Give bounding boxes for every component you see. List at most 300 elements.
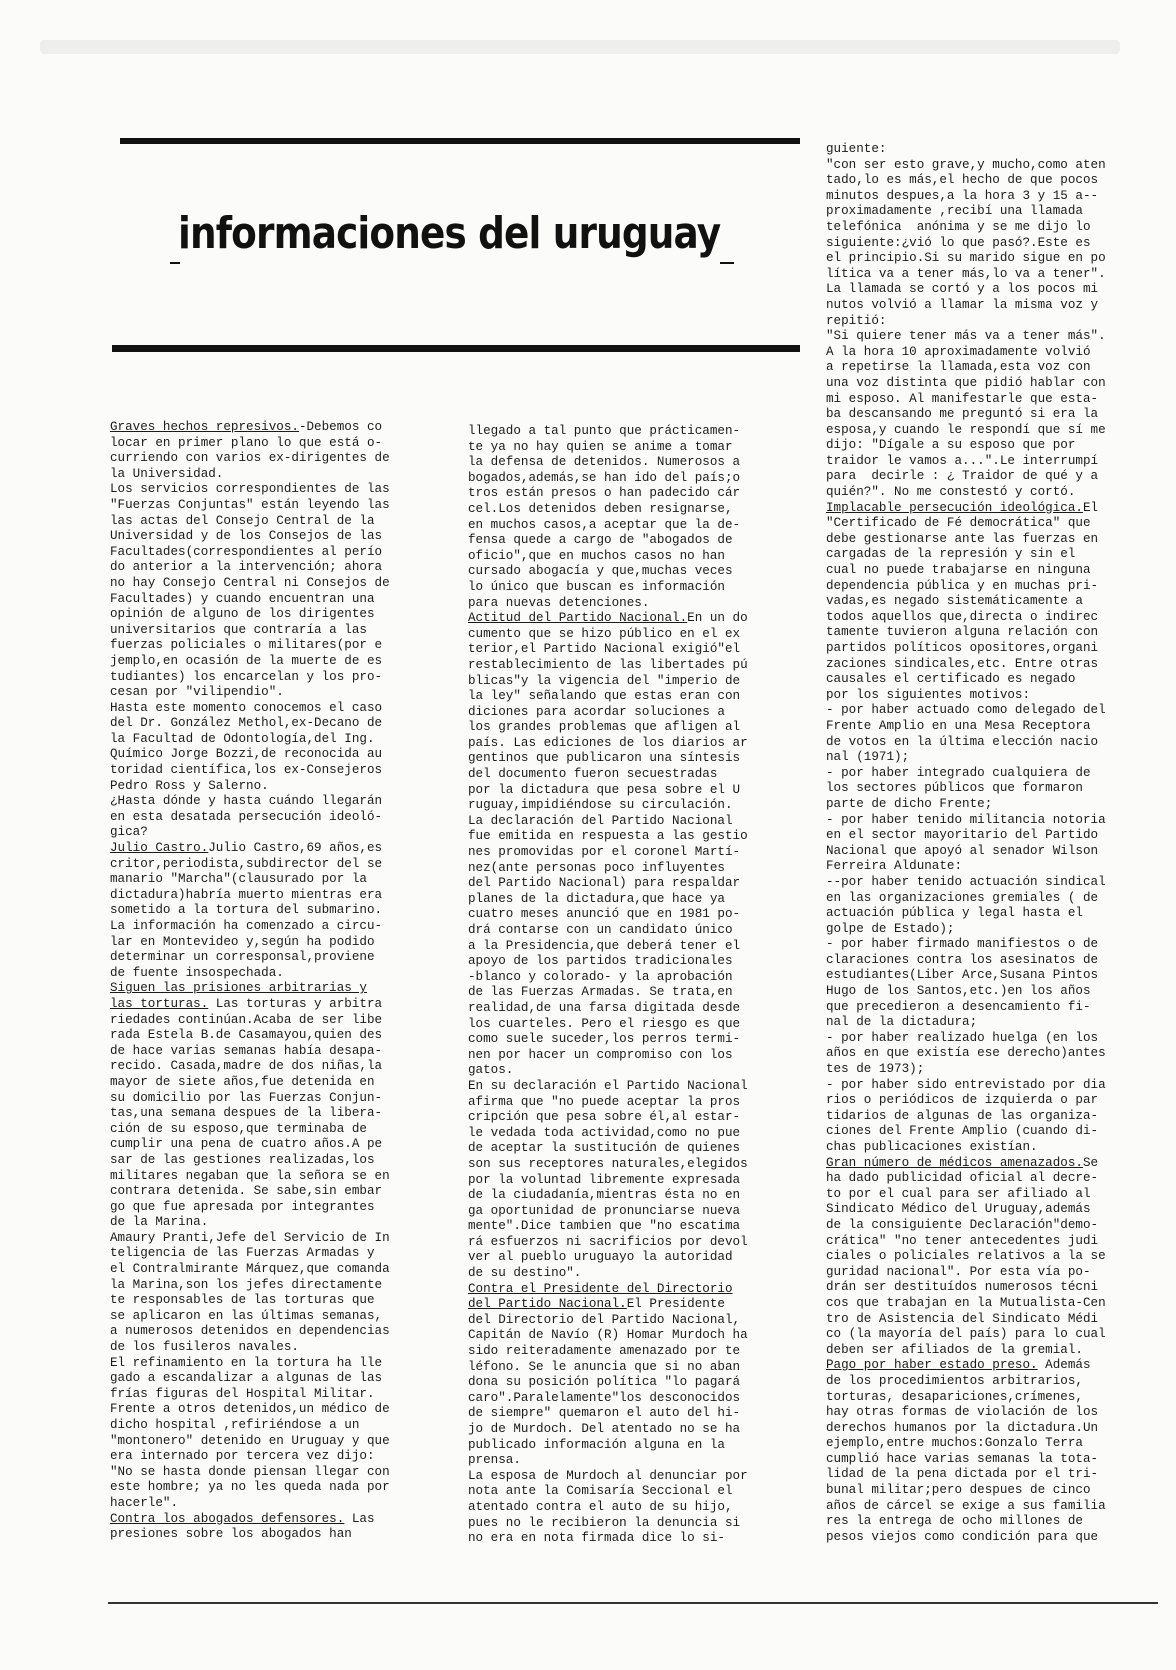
text-line [826, 1280, 1156, 1296]
body-text: La llamada se cortó y a los pocos mi [826, 282, 1099, 297]
body-text: militares negaban que la señora se en [110, 1168, 390, 1183]
body-text: tes de 1973); [826, 1062, 925, 1077]
text-line [826, 1124, 1156, 1140]
body-text: publicado información alguna en la [468, 1437, 725, 1452]
text-line [826, 766, 1156, 782]
text-line [110, 498, 440, 514]
text-line [468, 1297, 798, 1313]
body-text: Frente Amplio en una Mesa Receptora [826, 718, 1091, 733]
text-line [826, 813, 1156, 829]
body-text: ver al pueblo uruguayo la autoridad [468, 1250, 733, 1265]
body-text: dictadura)habría muerto mientras era [110, 887, 383, 902]
text-line [826, 547, 1156, 563]
body-text: Sindicato Médico del Uruguay,además [826, 1202, 1091, 1217]
text-line [826, 1343, 1156, 1359]
body-text: estudiantes(Liber Arce,Susana Pintos [826, 968, 1099, 983]
body-text: gado a escandalizar a algunas de las [110, 1371, 383, 1386]
top-border-rule [120, 138, 800, 144]
text-line [468, 1048, 798, 1064]
body-text: ciones del Frente Amplio (cuando di- [826, 1124, 1099, 1139]
body-text: curriendo con varios ex-dirigentes de [110, 451, 390, 466]
body-text: restablecimiento de las libertades pú [468, 657, 748, 672]
text-line [468, 814, 798, 830]
text-line [468, 424, 798, 440]
text-line [826, 875, 1156, 891]
body-text: El Presidente [626, 1297, 725, 1312]
text-line [468, 502, 798, 518]
body-text: repitió: [826, 313, 887, 328]
body-text: de las Fuerzas Armadas. Se trata,en [468, 985, 733, 1000]
text-line [110, 1278, 440, 1294]
text-line [110, 467, 440, 483]
body-text: determinar un corresponsal,proviene [110, 950, 375, 965]
text-line [468, 1204, 798, 1220]
body-text: "Si quiere tener más va a tener más". [826, 329, 1106, 344]
body-text: este hombre; ya no les queda nada por [110, 1480, 390, 1495]
text-line [110, 1527, 440, 1543]
body-text: la ley" señalando que estas eran con [468, 689, 741, 704]
body-text: planes de la dictadura,que hace ya [468, 891, 725, 906]
body-text: rada Estela B.de Casamayou,quien des [110, 1028, 383, 1043]
body-text: res la entrega de ocho millones de [826, 1514, 1083, 1529]
text-line [468, 440, 798, 456]
text-line [468, 829, 798, 845]
text-line [826, 797, 1156, 813]
text-line [826, 1140, 1156, 1156]
body-text: critor,periodista,subdirector del se [110, 856, 383, 871]
body-text: en muchos casos,a aceptar que la de- [468, 517, 741, 532]
body-text: go que fue apresada por integrantes [110, 1199, 375, 1214]
body-text: tudiantes) los encarcelan y los pro- [110, 669, 383, 684]
text-line [468, 471, 798, 487]
body-text: Químico Jorge Bozzi,de reconocida au [110, 747, 383, 762]
text-line [826, 1187, 1156, 1203]
text-line [468, 1250, 798, 1266]
body-text: tros están presos o han padecido cár [468, 486, 741, 501]
text-line [110, 981, 440, 997]
body-text: el Contralmirante Márquez,que comanda [110, 1262, 390, 1277]
text-line [468, 533, 798, 549]
body-text: lo único que buscan es información [468, 579, 725, 594]
text-line [468, 861, 798, 877]
body-text: ba descansando me preguntó si era la [826, 407, 1099, 422]
body-text: léfono. Se le anuncia que si no aban [468, 1359, 741, 1374]
body-text: rios o periódicos de izquierda o par [826, 1093, 1099, 1108]
body-text: sometido a la tortura del submarino. [110, 903, 383, 918]
column-1 [110, 420, 440, 1543]
body-text: son sus receptores naturales,elegidos [468, 1156, 748, 1171]
text-line [110, 1215, 440, 1231]
text-line [110, 1184, 440, 1200]
body-text: se aplicaron en las últimas semanas, [110, 1308, 383, 1323]
bottom-border-rule [108, 1602, 1158, 1604]
text-line [826, 1171, 1156, 1187]
text-line [110, 1387, 440, 1403]
text-line [110, 919, 440, 935]
text-line [110, 841, 440, 857]
body-text: Las [344, 1511, 375, 1526]
text-line [826, 1467, 1156, 1483]
text-line [110, 810, 440, 826]
body-text: drán ser destituídos numerosos técni [826, 1280, 1099, 1295]
text-line [468, 1266, 798, 1282]
body-text: todos aquellos que,directa o indirec [826, 609, 1099, 624]
text-line [110, 451, 440, 467]
text-line [826, 1530, 1156, 1546]
body-text: fensa quede a cargo de "abogados de [468, 533, 733, 548]
body-text: realidad,de una farsa digitada desde [468, 1000, 741, 1015]
text-line [468, 720, 798, 736]
body-text: a repetirse la llamada,esta voz con [826, 360, 1091, 375]
text-line [468, 939, 798, 955]
text-line [468, 642, 798, 658]
text-line [826, 641, 1156, 657]
body-text: ¿Hasta dónde y hasta cuándo llegarán [110, 794, 383, 809]
body-text: de fuente insospechada. [110, 965, 284, 980]
text-line [110, 1434, 440, 1450]
text-line [468, 1391, 798, 1407]
text-line [110, 1480, 440, 1496]
text-line [468, 1079, 798, 1095]
text-line [110, 514, 440, 530]
body-text: mi esposo. Al manifestarle que esta- [826, 391, 1099, 406]
text-line [468, 1157, 798, 1173]
body-text: ruguay,impidiéndose su circulación. [468, 798, 733, 813]
body-text: te ya no hay quien se anime a tomar [468, 439, 733, 454]
body-text: no hay Consejo Central ni Consejos de [110, 575, 390, 590]
body-text: en las organizaciones gremiales ( de [826, 890, 1099, 905]
text-line [110, 654, 440, 670]
text-line [468, 1063, 798, 1079]
body-text: no era en nota firmada dice lo si- [468, 1531, 725, 1546]
body-text: por la voluntad libremente expresada [468, 1172, 741, 1187]
body-text: "Fuerzas Conjuntas" están leyendo las [110, 497, 390, 512]
section-heading: Pago por haber estado preso. [826, 1358, 1038, 1373]
text-line [826, 1499, 1156, 1515]
body-text: atentado contra el auto de su hijo, [468, 1499, 733, 1514]
text-line [826, 1078, 1156, 1094]
body-text: cumplió hace varias semanas la tota- [826, 1451, 1099, 1466]
body-text: vadas,es negado sistemáticamente a [826, 594, 1083, 609]
body-text: recido. Casada,madre de dos niñas,la [110, 1059, 383, 1074]
body-text: riedades continúan.Acaba de ser libe [110, 1012, 383, 1027]
text-line [110, 794, 440, 810]
body-text: Los servicios correspondientes de las [110, 482, 390, 497]
body-text: actuación pública y legal hasta el [826, 906, 1083, 921]
body-text: do anterior a la intervención; ahora [110, 560, 383, 575]
text-line [468, 1173, 798, 1189]
section-heading: Graves hechos represivos. [110, 420, 299, 434]
body-text: mayor de siete años,fue detenida en [110, 1074, 375, 1089]
text-line [826, 1421, 1156, 1437]
body-text: nes promovidas por el coronel Martí- [468, 845, 741, 860]
body-text: siguiente:¿vió lo que pasó?.Este es [826, 235, 1091, 250]
body-text: la Universidad. [110, 466, 224, 481]
text-line [468, 1126, 798, 1142]
text-line [468, 1360, 798, 1376]
section-heading: Contra los abogados defensores. [110, 1511, 345, 1526]
body-text: opinión de alguno de los dirigentes [110, 607, 375, 622]
text-line [826, 1358, 1156, 1374]
body-text: proximadamente ,recibí una llamada [826, 204, 1083, 219]
body-text: que precedieron a desencamiento fi- [826, 999, 1091, 1014]
text-line [826, 1218, 1156, 1234]
body-text: --por haber tenido actuación sindical [826, 874, 1106, 889]
text-line [826, 282, 1156, 298]
body-text: nota ante la Comisaría Seccional el [468, 1484, 733, 1499]
text-line [826, 532, 1156, 548]
text-line [468, 580, 798, 596]
body-text: de votos en la última elección nacio [826, 734, 1099, 749]
section-heading: Contra el Presidente del Directorio [468, 1281, 733, 1296]
text-line [826, 1374, 1156, 1390]
body-text: Además [1037, 1358, 1091, 1373]
text-line [468, 751, 798, 767]
text-line [110, 1137, 440, 1153]
text-line [826, 314, 1156, 330]
body-text: como suele suceder,los perros termi- [468, 1032, 741, 1047]
body-text: frías figuras del Hospital Militar. [110, 1386, 375, 1401]
text-line [826, 173, 1156, 189]
text-line [826, 984, 1156, 1000]
body-text: en esta desatada persecución ideoló- [110, 809, 383, 824]
body-text: quién?". No me constestó y cortó. [826, 485, 1076, 500]
text-line [826, 1156, 1156, 1172]
text-line [826, 376, 1156, 392]
text-line [826, 1312, 1156, 1328]
text-line [468, 1328, 798, 1344]
text-line [826, 438, 1156, 454]
text-line [110, 592, 440, 608]
text-line [110, 685, 440, 701]
body-text: tro de Asistencia del Sindicato Médi [826, 1311, 1099, 1326]
text-line [826, 1265, 1156, 1281]
body-text: golpe de Estado); [826, 921, 955, 936]
body-text: cel.Los detenidos deben resignarse, [468, 501, 733, 516]
text-line [110, 1309, 440, 1325]
text-line [826, 1000, 1156, 1016]
text-line [110, 1512, 440, 1528]
body-text: jo de Murdoch. Del atentado no se ha [468, 1422, 741, 1436]
text-line [110, 763, 440, 779]
text-line [110, 997, 440, 1013]
text-line [110, 1106, 440, 1122]
text-line [110, 638, 440, 654]
text-line [826, 688, 1156, 704]
text-line [826, 142, 1156, 158]
text-line [110, 607, 440, 623]
text-line [468, 783, 798, 799]
section-heading: Actitud del Partido Nacional. [468, 611, 688, 626]
text-line [468, 1313, 798, 1329]
text-line [468, 689, 798, 705]
body-text: crática" "no tener antecedentes judi [826, 1233, 1099, 1248]
body-text: derechos humanos por la dictadura.Un [826, 1420, 1099, 1435]
text-line [826, 392, 1156, 408]
text-line [826, 1296, 1156, 1312]
text-line [110, 576, 440, 592]
text-line [826, 937, 1156, 953]
text-line [110, 701, 440, 717]
body-text: de aceptar la sustitución de quienes [468, 1141, 741, 1156]
body-text: Las torturas y arbitra [208, 996, 383, 1011]
text-line [110, 1246, 440, 1262]
text-line [110, 420, 440, 436]
text-line [468, 564, 798, 580]
text-line [826, 1452, 1156, 1468]
text-line [110, 1231, 440, 1247]
body-text: a la Presidencia,que deberá tener el [468, 938, 741, 953]
body-text: ciales o policiales relativos a la se [826, 1249, 1106, 1264]
text-line [468, 876, 798, 892]
body-text: del Dr. González Methol,ex-Decano de [110, 716, 383, 731]
text-line [468, 1001, 798, 1017]
body-text: Pedro Ross y Salerno. [110, 778, 269, 793]
text-line [826, 672, 1156, 688]
body-text: traidor le vamos a...".Le interrumpí [826, 453, 1099, 468]
text-line [468, 596, 798, 612]
body-text: cumento que se hizo público en el ex [468, 626, 741, 641]
body-text: tas,una semana despues de la libera- [110, 1106, 383, 1121]
body-text: "con ser esto grave,y mucho,como aten [826, 157, 1106, 172]
text-line [468, 970, 798, 986]
body-text: to por el cual para ser afiliado al [826, 1186, 1091, 1201]
text-line [826, 1062, 1156, 1078]
text-line [110, 560, 440, 576]
text-line [110, 1200, 440, 1216]
text-line [826, 204, 1156, 220]
body-text: Nacional que apoyó al senador Wilson [826, 843, 1099, 858]
body-text: teligencia de las Fuerzas Armadas y [110, 1246, 375, 1261]
body-text: de su destino". [468, 1266, 582, 1281]
body-text: llegado a tal punto que prácticamen- [468, 424, 741, 438]
text-line [468, 985, 798, 1001]
body-text: presiones sobre los abogados han [110, 1527, 352, 1542]
column-2 [468, 424, 798, 1547]
body-text: La esposa de Murdoch al denunciar por [468, 1468, 748, 1483]
body-text: cos que trabajan en la Mutualista-Cen [826, 1295, 1106, 1310]
text-line [826, 298, 1156, 314]
body-text: manario "Marcha"(clausurado por la [110, 872, 367, 887]
body-text: a numerosos detenidos en dependencias [110, 1324, 390, 1339]
text-line [110, 1028, 440, 1044]
body-text: país. Las ediciones de los diarios ar [468, 735, 748, 750]
body-text: dijo: "Dígale a su esposo que por [826, 438, 1076, 453]
body-text: causales el certificado es negado [826, 672, 1076, 687]
text-line [468, 1422, 798, 1438]
section-heading: del Partido Nacional. [468, 1297, 627, 1312]
text-line [826, 1234, 1156, 1250]
text-line [468, 907, 798, 923]
body-text: telefónica anónima y se me dijo lo [826, 219, 1091, 234]
body-text: cripción que pesa sobre él,al estar- [468, 1110, 741, 1125]
body-text: tado,lo es más,el hecho de que pocos [826, 173, 1099, 188]
body-text: gica? [110, 825, 148, 840]
body-text: cumplir una pena de cuatro años.A pe [110, 1137, 383, 1152]
text-line [826, 469, 1156, 485]
body-text: La información ha comenzado a circu- [110, 919, 383, 933]
text-line [826, 220, 1156, 236]
body-text: bogados,además,se han ido del país;o [468, 470, 741, 485]
text-line [468, 1484, 798, 1500]
body-text: gatos. [468, 1063, 514, 1078]
body-text: En un do [687, 611, 748, 626]
text-line [110, 1169, 440, 1185]
text-line [826, 501, 1156, 517]
body-text: oficio",que en muchos casos no han [468, 548, 725, 563]
body-text: - por haber tenido militancia notoria [826, 812, 1106, 827]
body-text: "Certificado de Fé democrática" que [826, 516, 1091, 531]
body-text: ción de su esposo,que terminaba de [110, 1121, 367, 1136]
body-text: cuatro meses anunció que en 1981 po- [468, 907, 741, 922]
text-line [468, 627, 798, 643]
body-text: torturas, desapariciones,crímenes, [826, 1389, 1083, 1404]
text-line [826, 703, 1156, 719]
text-line [110, 732, 440, 748]
body-text: de los procedimientos arbitrarios, [826, 1373, 1083, 1388]
text-line [110, 1293, 440, 1309]
text-line [826, 563, 1156, 579]
body-text: de los fusileros navales. [110, 1340, 299, 1355]
text-line [826, 1109, 1156, 1125]
body-text: nen por hacer un compromiso con los [468, 1047, 733, 1062]
body-text: una voz distinta que pidió hablar con [826, 375, 1106, 390]
body-text: afirma que "no puede aceptar la pros [468, 1094, 741, 1109]
text-line [468, 1032, 798, 1048]
body-text: A la hora 10 aproximadamente volvió [826, 344, 1091, 359]
text-line [468, 1110, 798, 1126]
body-text: bunal militar;pero despues de cinco [826, 1483, 1091, 1498]
body-text: ejemplo,entre muchos:Gonzalo Terra [826, 1436, 1083, 1451]
below-title-rule [112, 345, 800, 352]
text-line [826, 267, 1156, 283]
body-text: nal de la dictadura; [826, 1015, 978, 1030]
text-line [110, 935, 440, 951]
body-text: el principio.Si su marido sigue en po [826, 251, 1106, 266]
body-text: tamente tuvieron alguna relación con [826, 625, 1099, 640]
text-line [826, 407, 1156, 423]
text-line [826, 594, 1156, 610]
text-line [110, 670, 440, 686]
text-line [468, 1282, 798, 1298]
body-text: claraciones contra los asesinatos de [826, 952, 1099, 967]
body-text: por la dictadura que pesa sobre el U [468, 782, 741, 797]
text-line [110, 1340, 440, 1356]
body-text: contrara detenida. Se sabe,sin embar [110, 1184, 383, 1199]
text-line [826, 891, 1156, 907]
body-text: cesan por "vilipendio". [110, 685, 284, 700]
body-text: los grandes problemas que afligen al [468, 720, 741, 735]
text-line [110, 1402, 440, 1418]
text-line [826, 485, 1156, 501]
text-line [468, 1188, 798, 1204]
column-3 [826, 142, 1156, 1545]
text-line [826, 750, 1156, 766]
title-underline-right [720, 262, 734, 264]
body-text: te responsables de las torturas que [110, 1293, 375, 1308]
text-line [826, 189, 1156, 205]
text-line [110, 1122, 440, 1138]
body-text: la Facultad de Odontología,del Ing. [110, 731, 375, 746]
body-text: La declaración del Partido Nacional [468, 813, 733, 828]
section-heading: Gran número de médicos amenazados. [826, 1155, 1083, 1170]
body-text: Amaury Pranti,Jefe del Servicio de In [110, 1230, 390, 1245]
text-line [826, 953, 1156, 969]
text-line [826, 1093, 1156, 1109]
text-line [468, 1516, 798, 1532]
body-text: gentinos que publicaron una síntesis [468, 751, 741, 766]
text-line [468, 1344, 798, 1360]
